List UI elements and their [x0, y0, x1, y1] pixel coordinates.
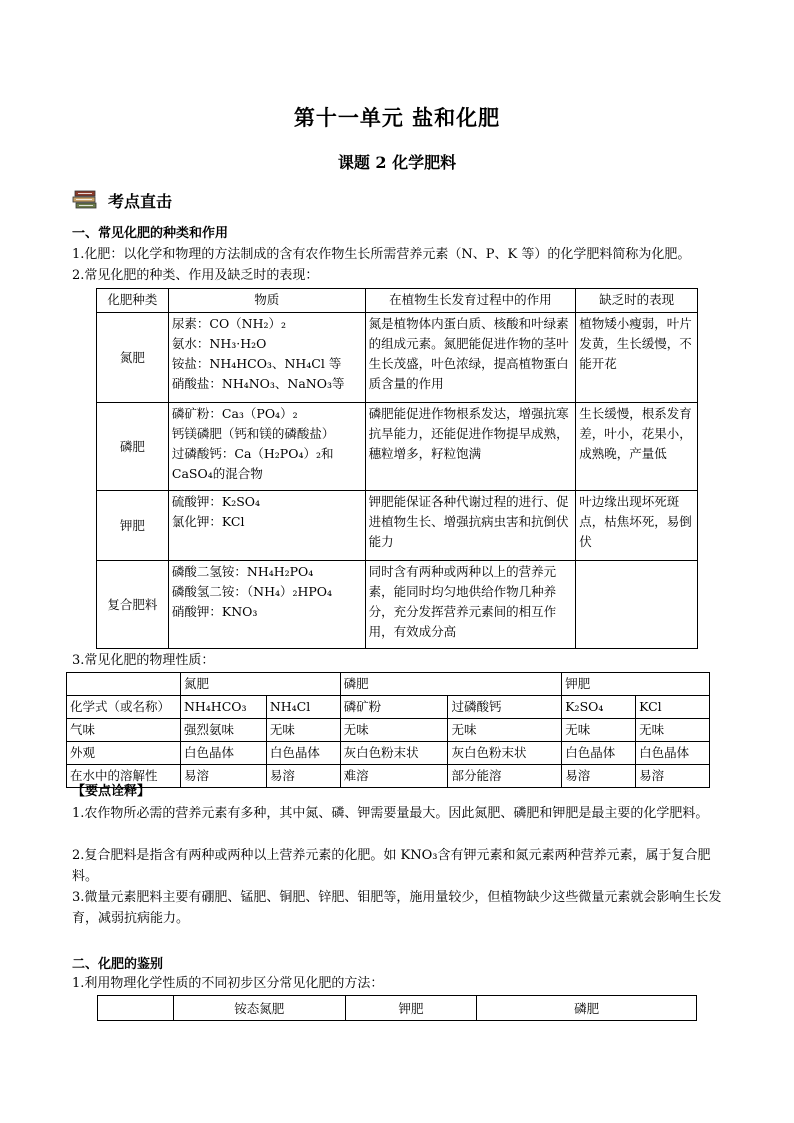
table-cell: 易溶 — [266, 765, 340, 788]
table-cell: 无味 — [340, 719, 448, 742]
fertilizer-substances: 硫酸钾：K₂SO₄ 氯化钾：KCl — [168, 491, 365, 561]
key-point-1: 1.农作物所必需的营养元素有多种，其中氮、磷、钾需要量最大。因此氮肥、磷肥和钾肥是最主要的化学肥料。 — [72, 806, 709, 821]
table-cell: 部分能溶 — [448, 765, 562, 788]
table-header: 磷肥 — [477, 996, 697, 1021]
table-cell: 灰白色粉末状 — [340, 742, 448, 765]
group-header: 钾肥 — [562, 673, 710, 696]
table-cell: NH₄Cl — [266, 696, 340, 719]
table-cell: 无味 — [636, 719, 710, 742]
table-cell: 白色晶体 — [180, 742, 266, 765]
fertilizer-role: 氮是植物体内蛋白质、核酸和叶绿素的组成元素。氮肥能促进作物的茎叶生长茂盛，叶色浓绿，提高植物蛋白质含量的作用 — [365, 313, 576, 403]
table-cell: 强烈氨味 — [180, 719, 266, 742]
heading-section-2: 二、化肥的鉴别 — [72, 957, 164, 972]
table-cell: 灰白色粉末状 — [448, 742, 562, 765]
row-label: 化学式（或名称） — [67, 696, 181, 719]
row-label: 外观 — [67, 742, 181, 765]
table-cell: 无味 — [266, 719, 340, 742]
group-header: 磷肥 — [340, 673, 562, 696]
table-header: 化肥种类 — [97, 289, 169, 313]
fertilizer-category: 复合肥料 — [97, 561, 169, 649]
books-icon — [72, 188, 98, 212]
table-cell: 白色晶体 — [562, 742, 636, 765]
table-cell: KCl — [636, 696, 710, 719]
fertilizer-types-table — [96, 288, 698, 649]
table-header — [98, 996, 174, 1021]
table-cell: NH₄HCO₃ — [180, 696, 266, 719]
table-header: 铵态氮肥 — [173, 996, 345, 1021]
table-cell: 磷矿粉 — [340, 696, 448, 719]
fertilizer-role: 钾肥能保证各种代谢过程的进行、促进植物生长、增强抗病虫害和抗倒伏能力 — [365, 491, 576, 561]
table-header: 钾肥 — [345, 996, 477, 1021]
table-cell: 易溶 — [180, 765, 266, 788]
fertilizer-deficiency: 植物矮小瘦弱，叶片发黄，生长缓慢，不能开花 — [576, 313, 698, 403]
table-cell: 易溶 — [636, 765, 710, 788]
identification-table — [97, 995, 697, 1021]
key-point-3: 3.微量元素肥料主要有硼肥、锰肥、铜肥、锌肥、钼肥等，施用量较少，但植物缺少这些微量元素就会影响生长发育，减弱抗病能力。 — [72, 890, 722, 926]
table-header: 物质 — [168, 289, 365, 313]
heading-section-1: 一、常见化肥的种类和作用 — [72, 226, 229, 241]
table-header: 缺乏时的表现 — [576, 289, 698, 313]
fertilizer-category: 钾肥 — [97, 491, 169, 561]
page-subtitle: 课题 2 化学肥料 — [337, 153, 457, 172]
table-cell: 白色晶体 — [266, 742, 340, 765]
row-label: 在水中的溶解性 — [67, 765, 181, 788]
fertilizer-category: 磷肥 — [97, 403, 169, 491]
physical-properties-table — [66, 672, 710, 788]
paragraph-3: 3.常见化肥的物理性质： — [72, 653, 215, 668]
paragraph-2: 2.常见化肥的种类、作用及缺乏时的表现： — [72, 268, 319, 283]
fertilizer-deficiency: 生长缓慢，根系发育差，叶小，花果小，成熟晚，产量低 — [576, 403, 698, 491]
table-cell: 易溶 — [562, 765, 636, 788]
key-points-heading: 【要点诠释】 — [72, 784, 151, 799]
paragraph-1: 1.化肥：以化学和物理的方法制成的含有农作物生长所需营养元素（N、P、K 等）的化学肥料简称为化肥。 — [72, 247, 691, 262]
table-cell: 无味 — [448, 719, 562, 742]
section-header — [72, 186, 172, 214]
table-cell: 过磷酸钙 — [448, 696, 562, 719]
table-cell: K₂SO₄ — [562, 696, 636, 719]
fertilizer-deficiency — [576, 561, 698, 649]
fertilizer-substances: 尿素：CO（NH₂）₂ 氨水：NH₃·H₂O 铵盐：NH₄HCO₃、NH₄Cl 等 硝酸盐：NH₄NO₃、NaNO₃等 — [168, 313, 365, 403]
table-header: 在植物生长发育过程中的作用 — [365, 289, 576, 313]
paragraph-4: 1.利用物理化学性质的不同初步区分常见化肥的方法： — [72, 976, 384, 991]
fertilizer-role: 同时含有两种或两种以上的营养元素，能同时均匀地供给作物几种养分，充分发挥营养元素间的相互作用，有效成分高 — [365, 561, 576, 649]
key-point-2: 2.复合肥料是指含有两种或两种以上营养元素的化肥。如 KNO₃含有钾元素和氮元素两种营养元素，属于复合肥料。 — [72, 848, 711, 884]
group-header: 氮肥 — [180, 673, 340, 696]
table-cell: 难溶 — [340, 765, 448, 788]
section-header-label: 考点直击 — [108, 191, 173, 211]
page-title: 第十一单元 盐和化肥 — [293, 105, 501, 130]
row-label: 气味 — [67, 719, 181, 742]
table-cell: 白色晶体 — [636, 742, 710, 765]
fertilizer-substances: 磷矿粉：Ca₃（PO₄）₂ 钙镁磷肥（钙和镁的磷酸盐） 过磷酸钙：Ca（H₂PO₄）₂和 CaSO₄的混合物 — [168, 403, 365, 491]
fertilizer-role: 磷肥能促进作物根系发达，增强抗寒抗旱能力，还能促进作物提早成熟，穗粒增多，籽粒饱满 — [365, 403, 576, 491]
fertilizer-category: 氮肥 — [97, 313, 169, 403]
table-cell: 无味 — [562, 719, 636, 742]
fertilizer-deficiency: 叶边缘出现坏死斑点，枯焦坏死，易倒伏 — [576, 491, 698, 561]
fertilizer-substances: 磷酸二氢铵：NH₄H₂PO₄ 磷酸氢二铵：（NH₄）₂HPO₄ 硝酸钾：KNO₃ — [168, 561, 365, 649]
